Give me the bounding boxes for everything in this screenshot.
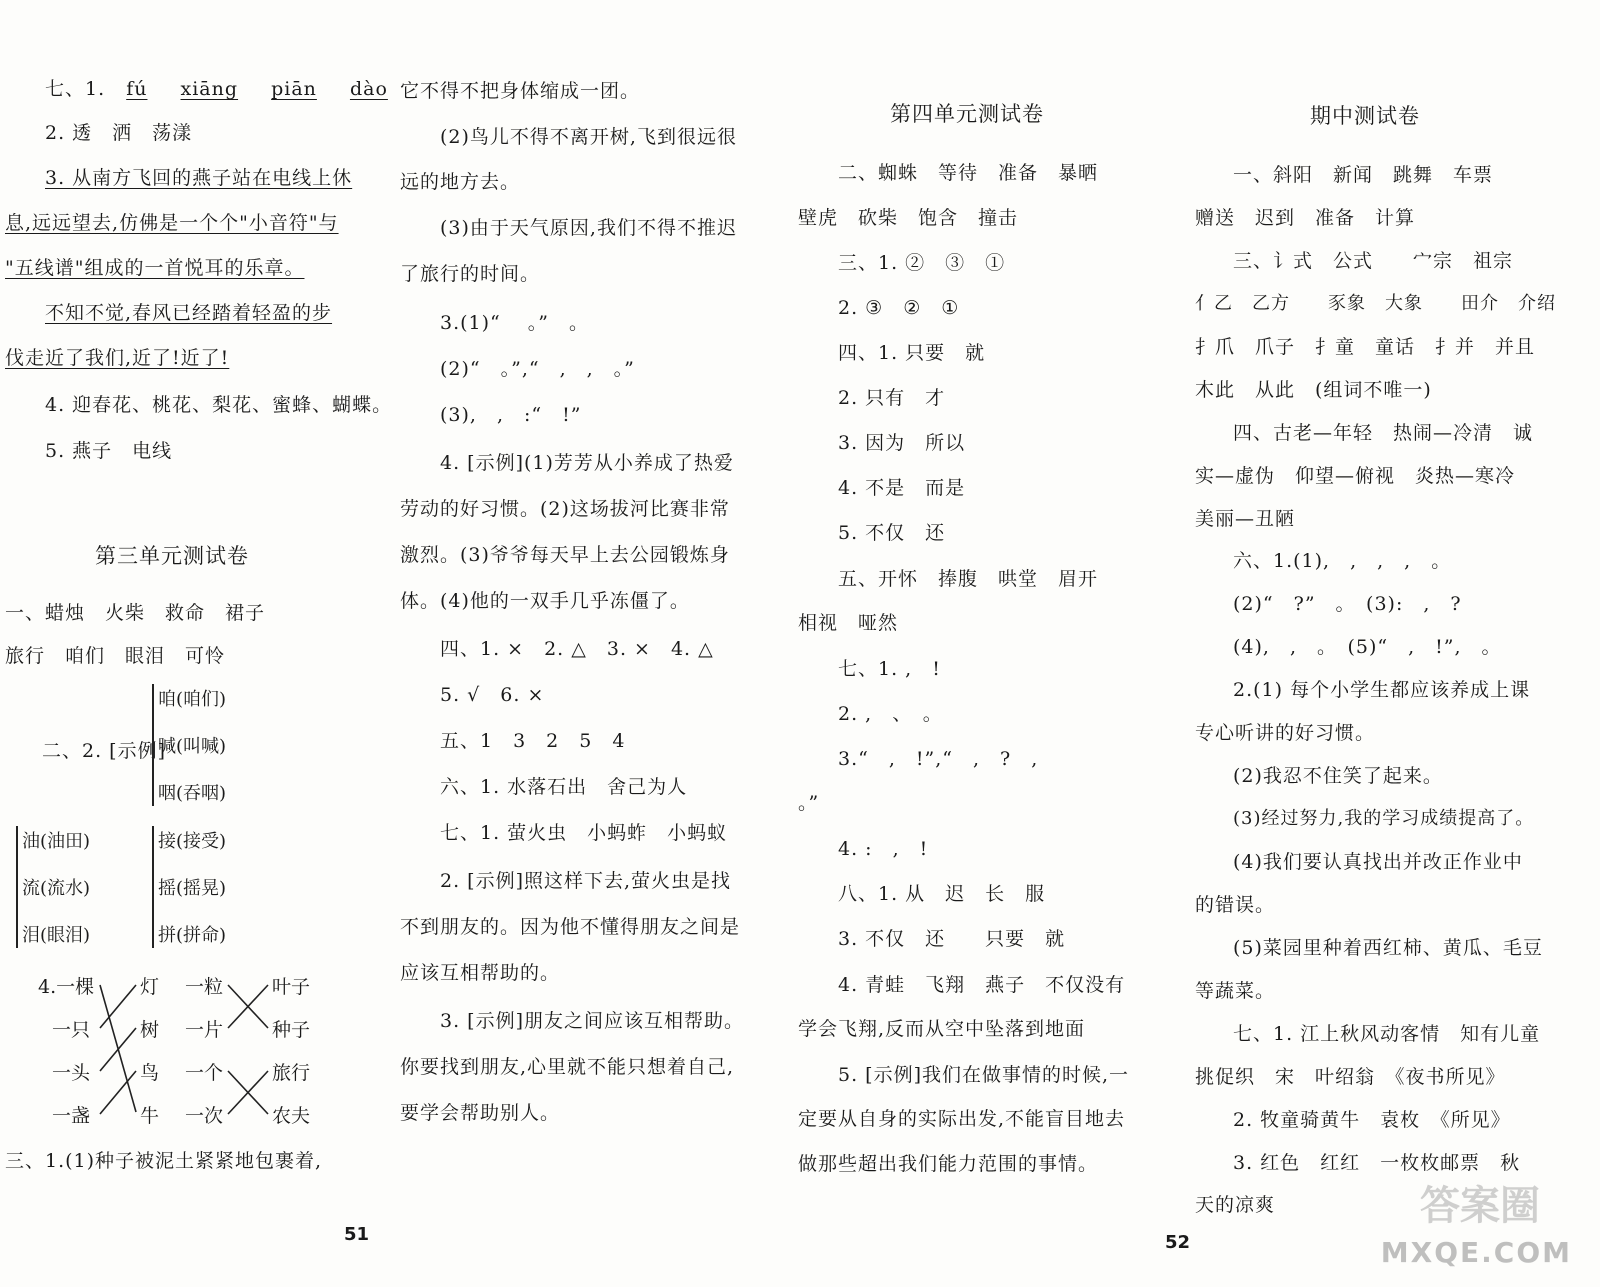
answer-line: 4. : , ! xyxy=(838,838,929,860)
answer-line: 的错误。 xyxy=(1195,894,1276,916)
answer-line: 实—虚伪 仰望—俯视 炎热—寒冷 xyxy=(1195,465,1516,487)
answer-line: 4. 不是 而是 xyxy=(838,477,966,499)
answer-line: 相视 哑然 xyxy=(798,612,899,634)
answer-line: 五、1 3 2 5 4 xyxy=(440,730,626,752)
answer-line: 旅行 咱们 眼泪 可怜 xyxy=(5,645,226,667)
answer-line: 壁虎 砍柴 饱含 撞击 xyxy=(798,207,1019,229)
answer-line: 七、1. , ! xyxy=(838,658,941,680)
brace-item: 咽(吞咽) xyxy=(158,783,227,804)
section-title: 第三单元测试卷 xyxy=(95,544,249,568)
answer-line: 3.“ , !”,“ , ? , xyxy=(838,748,1039,770)
answer-line: 2. 只有 才 xyxy=(838,387,946,409)
match-mid: 鸟 xyxy=(140,1062,160,1084)
brace-item: 接(接受) xyxy=(158,831,227,852)
answer-line: 五、开怀 捧腹 哄堂 眉开 xyxy=(838,568,1099,590)
answer-line: 天的凉爽 xyxy=(1195,1194,1276,1216)
pinyin: piān xyxy=(271,78,317,100)
answer-line: 激烈。(3)爷爷每天早上去公园锻炼身 xyxy=(400,544,730,566)
brace-item: 拼(拼命) xyxy=(158,925,227,946)
answer-line: 5. √ 6. × xyxy=(440,684,545,706)
column-2 xyxy=(400,0,770,1287)
answer-line: 伐走近了我们,近了!近了! xyxy=(5,347,230,369)
match-left: 一只 xyxy=(52,1019,91,1041)
brace-item: 喊(叫喊) xyxy=(158,736,227,757)
answer-line: 定要从自身的实际出发,不能盲目地去 xyxy=(798,1108,1126,1130)
answer-line: 要学会帮助别人。 xyxy=(400,1102,561,1124)
answer-line: 四、古老—年轻 热闹—冷清 诚 xyxy=(1233,422,1534,444)
column-1 xyxy=(0,0,393,1287)
answer-line: 2. , 、 。 xyxy=(838,703,943,725)
answer-line: 一、斜阳 新闻 跳舞 车票 xyxy=(1233,164,1494,186)
answer-line: 5. 不仅 还 xyxy=(838,522,946,544)
answer-line: 一、蜡烛 火柴 救命 裙子 xyxy=(5,602,266,624)
answer-line: 三、讠式 公式 宀宗 祖宗 xyxy=(1233,250,1514,272)
answer-line: 学会飞翔,反而从空中坠落到地面 xyxy=(798,1018,1086,1040)
brace-item: 摇(摇晃) xyxy=(158,878,227,899)
answer-line: 赠送 迟到 准备 计算 xyxy=(1195,207,1416,229)
match-right: 叶子 xyxy=(272,976,311,998)
match-left: 一盏 xyxy=(52,1105,91,1127)
match-mid: 灯 xyxy=(140,976,160,998)
answer-line: (3)由于天气原因,我们不得不推迟 xyxy=(440,217,737,239)
answer-line: 3. 从南方飞回的燕子站在电线上休 xyxy=(45,167,353,189)
answer-line: 远的地方去。 xyxy=(400,171,521,193)
answer-line: 八、1. 从 迟 长 服 xyxy=(838,883,1046,905)
answer-line: 5. 燕子 电线 xyxy=(45,440,173,462)
pinyin: fú xyxy=(126,78,148,100)
match-right: 农夫 xyxy=(272,1105,311,1127)
answer-line: 四、1. × 2. △ 3. × 4. △ xyxy=(440,638,714,660)
answer-line: 做那些超出我们能力范围的事情。 xyxy=(798,1153,1099,1175)
brace-item: 油(油田) xyxy=(22,831,91,852)
brace-item: 流(流水) xyxy=(22,878,91,899)
match-left2: 一粒 xyxy=(185,976,224,998)
answer-line: (4), , 。 (5)“ , !”, 。 xyxy=(1233,636,1502,658)
answer-line: 专心听讲的好习惯。 xyxy=(1195,722,1376,744)
answer-line: 你要找到朋友,心里就不能只想着自己, xyxy=(400,1056,735,1078)
answer-line: 二、2. [示例] xyxy=(42,740,166,762)
answer-line: 二、蜘蛛 等待 准备 暴晒 xyxy=(838,162,1099,184)
answer-line: 5. [示例]我们在做事情的时候,一 xyxy=(838,1064,1130,1086)
answer-line: 4. 青蛙 飞翔 燕子 不仅没有 xyxy=(838,974,1126,996)
watermark: MXQE.COM xyxy=(1380,1236,1572,1269)
answer-line: 扌爪 爪子 扌童 童话 扌并 并且 xyxy=(1195,336,1536,358)
column-4 xyxy=(1195,0,1595,1287)
answer-line: 六、1. 水落石出 舍己为人 xyxy=(440,776,688,798)
answer-line: 应该互相帮助的。 xyxy=(400,962,561,984)
answer-line: 4. [示例](1)芳芳从小养成了热爱 xyxy=(440,452,734,474)
pinyin: dào xyxy=(349,78,388,100)
pinyin: xiāng xyxy=(180,78,239,100)
answer-line: 3.(1)“ 。” 。 xyxy=(440,312,590,334)
page-number: 52 xyxy=(1165,1232,1191,1253)
answer-line: "五线谱"组成的一首悦耳的乐章。 xyxy=(5,257,305,279)
match-left2: 一次 xyxy=(185,1105,224,1127)
answer-line: 六、1.(1), , , , 。 xyxy=(1233,550,1452,572)
answer-line: 不到朋友的。因为他不懂得朋友之间是 xyxy=(400,916,741,938)
answer-line: (3), , :“ !” xyxy=(440,404,582,426)
answer-line: 三、1. ② ③ ① xyxy=(838,252,1006,274)
answer-line: 亻乙 乙方 豕象 大象 田介 介绍 xyxy=(1195,293,1556,314)
answer-line: 七、1. 江上秋风动客情 知有儿童 xyxy=(1233,1023,1541,1045)
match-right: 旅行 xyxy=(272,1062,311,1084)
match-mid: 牛 xyxy=(140,1105,160,1127)
answer-line: 它不得不把身体缩成一团。 xyxy=(400,80,641,102)
answer-line: (2)“ ?” 。 (3): , ? xyxy=(1233,593,1462,615)
answer-line: 2.(1) 每个小学生都应该养成上课 xyxy=(1233,679,1531,701)
answer-line: 三、1.(1)种子被泥土紧紧地包裹着, xyxy=(5,1150,323,1172)
answer-line: 3. 因为 所以 xyxy=(838,432,966,454)
match-left2: 一片 xyxy=(185,1019,224,1041)
answer-line: 3. 不仅 还 只要 就 xyxy=(838,928,1066,950)
answer-line: 3. [示例]朋友之间应该互相帮助。 xyxy=(440,1010,744,1032)
section-title: 第四单元测试卷 xyxy=(890,102,1044,126)
answer-line: (3)经过努力,我的学习成绩提高了。 xyxy=(1233,808,1535,829)
match-left2: 一个 xyxy=(185,1062,224,1084)
column-3 xyxy=(798,0,1191,1287)
answer-line: 2. ③ ② ① xyxy=(838,297,960,319)
match-left: 一头 xyxy=(52,1062,91,1084)
answer-line: 七、1. 萤火虫 小蚂蚱 小蚂蚁 xyxy=(440,822,728,844)
watermark-logo: 答案圈 xyxy=(1420,1182,1540,1229)
answer-line: 4. 迎春花、桃花、梨花、蜜蜂、蝴蝶。 xyxy=(45,394,393,416)
answer-line: 2. 牧童骑黄牛 袁枚 《所见》 xyxy=(1233,1109,1511,1131)
section-title: 期中测试卷 xyxy=(1310,104,1420,128)
answer-line: (2)“ 。”,“ , , 。” xyxy=(440,358,635,380)
answer-line: 美丽—丑陋 xyxy=(1195,508,1296,530)
answer-line: 了旅行的时间。 xyxy=(400,263,541,285)
match-right: 种子 xyxy=(272,1019,311,1041)
answer-line: 体。(4)他的一双手几乎冻僵了。 xyxy=(400,590,690,612)
brace-item: 泪(眼泪) xyxy=(22,925,91,946)
match-mid: 树 xyxy=(140,1019,160,1041)
page-number: 51 xyxy=(344,1224,370,1245)
answer-line: 木此 从此 (组词不唯一) xyxy=(1195,379,1432,401)
brace-item: 咱(咱们) xyxy=(158,689,227,710)
answer-line: (2)鸟儿不得不离开树,飞到很远很 xyxy=(440,126,737,148)
answer-line: (2)我忍不住笑了起来。 xyxy=(1233,765,1443,787)
answer-line: (4)我们要认真找出并改正作业中 xyxy=(1233,851,1523,873)
answer-line: 七、1. fú xiāng piān dào xyxy=(45,78,388,100)
answer-line: 。” xyxy=(798,792,820,814)
answer-line: 2. [示例]照这样下去,萤火虫是找 xyxy=(440,870,732,892)
match-left: 4.一棵 xyxy=(38,976,95,998)
answer-line: 劳动的好习惯。(2)这场拔河比赛非常 xyxy=(400,498,730,520)
answer-line: 四、1. 只要 就 xyxy=(838,342,986,364)
answer-line: 挑促织 宋 叶绍翁 《夜书所见》 xyxy=(1195,1066,1506,1088)
answer-line: 等蔬菜。 xyxy=(1195,980,1276,1002)
answer-line: 2. 透 洒 荡漾 xyxy=(45,122,193,144)
answer-line: (5)菜园里种着西红柿、黄瓜、毛豆 xyxy=(1233,937,1543,959)
answer-line: 息,远远望去,仿佛是一个个"小音符"与 xyxy=(5,212,339,234)
answer-line: 3. 红色 红红 一枚枚邮票 秋 xyxy=(1233,1152,1521,1174)
answer-line: 不知不觉,春风已经踏着轻盈的步 xyxy=(45,302,333,324)
match-lines xyxy=(0,0,370,1287)
